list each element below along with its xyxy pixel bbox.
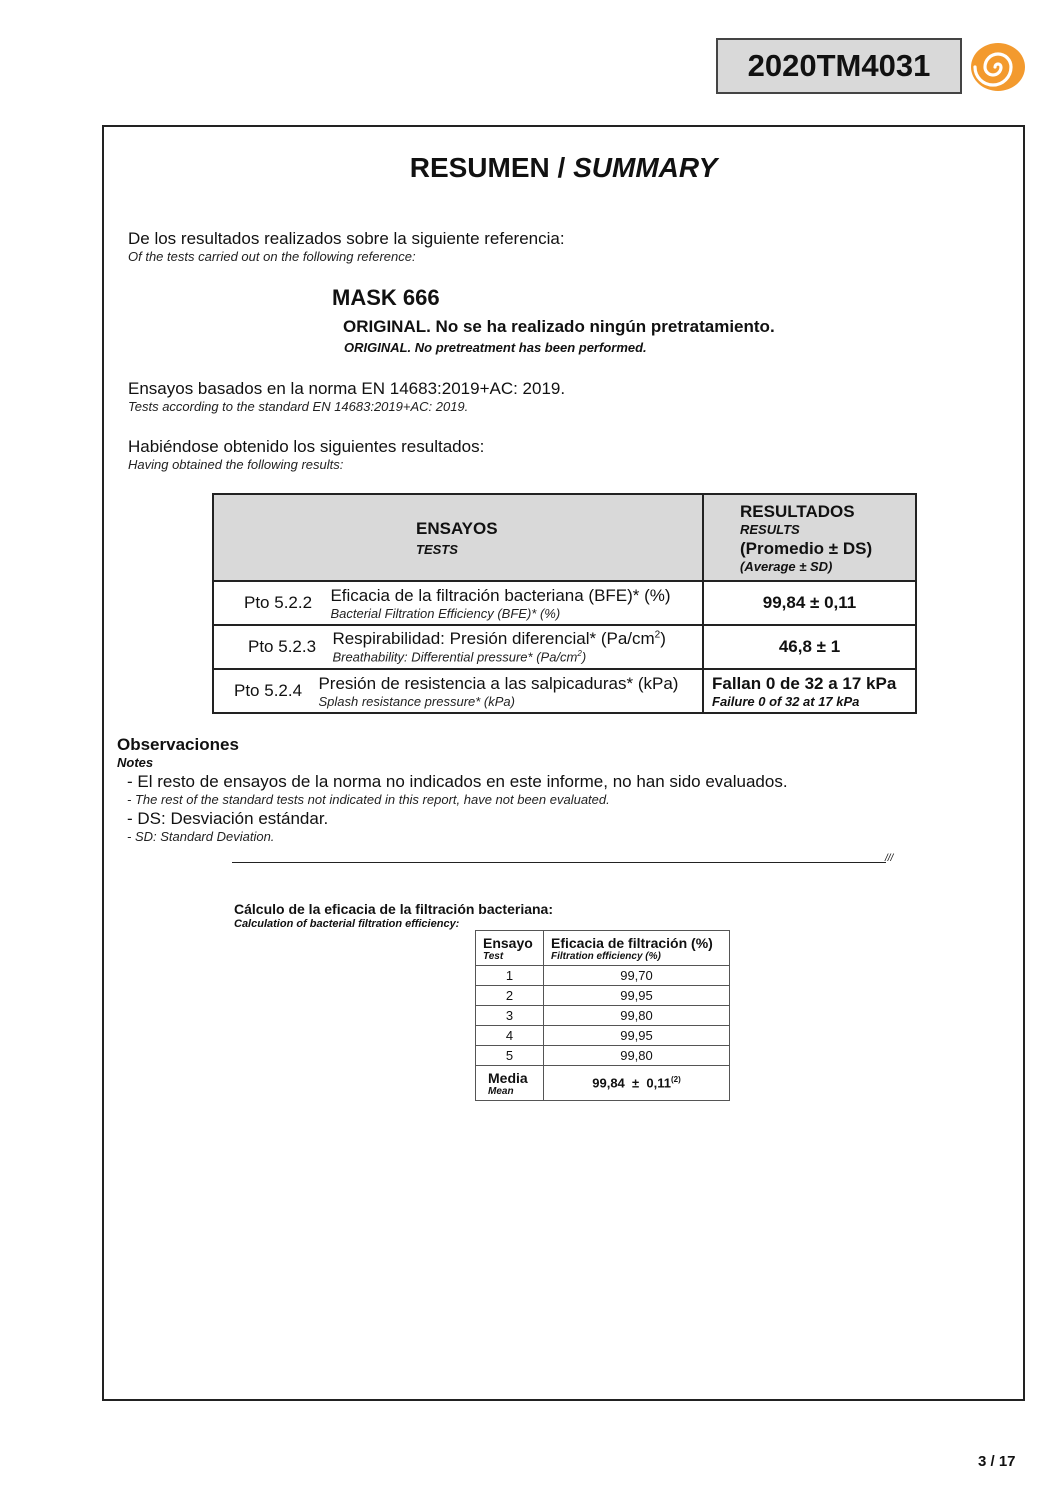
table-row: 5 99,80 <box>476 1046 730 1066</box>
reference-note-en: ORIGINAL. No pretreatment has been performed. <box>344 340 647 355</box>
note-item-es: - El resto de ensayos de la norma no indicados en este informe, no han sido evaluados. <box>127 772 788 791</box>
intro-en: Of the tests carried out on the following reference: <box>128 249 416 264</box>
tests-header-cell: ENSAYOS TESTS <box>213 494 703 581</box>
test-cell: Pto 5.2.4 Presión de resistencia a las salpicaduras* (kPa) Splash resistance pressure* (kPa) <box>213 669 703 713</box>
table-row: 2 99,95 <box>476 986 730 1006</box>
calc-mean-row: Media Mean 99,84 ± 0,11$^{(2)}$ <box>476 1066 730 1101</box>
page-number: 3 / 17 <box>978 1453 1016 1470</box>
table-row: 1 99,70 <box>476 966 730 986</box>
table-row: 4 99,95 <box>476 1026 730 1046</box>
standard-block <box>128 379 565 414</box>
calc-title-en: Calculation of bacterial filtration efficiency: <box>234 918 460 930</box>
notes-title-es: Observaciones <box>117 735 239 754</box>
note-item-en: - The rest of the standard tests not indicated in this report, have not been evaluated. <box>127 792 610 807</box>
test-cell: Pto 5.2.3 Respirabilidad: Presión diferencial* $(Pa/cm^2)$ Breathability: Differential pressure* $(Pa/cm^2)$ <box>213 625 703 669</box>
calc-col-test: Ensayo Test <box>476 931 544 966</box>
results-table <box>212 493 917 714</box>
result-cell: Fallan 0 de 32 a 17 kPa Failure 0 of 32 at 17 kPa <box>703 669 916 713</box>
intro-block <box>128 229 565 264</box>
reference-note-es: ORIGINAL. No se ha realizado ningún pretratamiento. <box>343 317 775 336</box>
divider-line <box>232 862 886 863</box>
calc-table-header <box>476 931 730 966</box>
calc-col-efficiency: Eficacia de filtración (%) Filtration efficiency (%) <box>544 931 730 966</box>
calc-title-es: Cálculo de la eficacia de la filtración bacteriana: <box>234 901 554 917</box>
report-id: 2020TM4031 <box>716 38 962 94</box>
spiral-logo-icon <box>969 41 1027 93</box>
standard-es: Ensayos basados en la norma EN 14683:2019+AC: 2019. <box>128 379 566 398</box>
calc-table <box>475 930 730 1101</box>
table-row <box>213 669 916 713</box>
notes-list <box>127 772 788 844</box>
results-intro-en: Having obtained the following results: <box>128 457 344 472</box>
page-title: RESUMEN / SUMMARY <box>409 152 718 183</box>
table-row <box>213 581 916 625</box>
intro-es: De los resultados realizados sobre la siguiente referencia: <box>128 229 565 248</box>
table-row: 3 99,80 <box>476 1006 730 1026</box>
note-item-en: - SD: Standard Deviation. <box>127 829 275 844</box>
result-cell: 99,84 ± 0,11 <box>703 581 916 625</box>
notes-title-en: Notes <box>117 755 154 770</box>
results-header-cell: RESULTADOS RESULTS (Promedio ± DS) (Average ± SD) <box>703 494 916 581</box>
end-mark: /// <box>885 853 894 864</box>
results-intro-es: Habiéndose obtenido los siguientes resultados: <box>128 437 485 456</box>
results-intro-block <box>128 437 484 472</box>
calc-mean-value: 99,84 ± 0,11$^{(2)}$ <box>544 1066 730 1101</box>
standard-en: Tests according to the standard EN 14683:2019+AC: 2019. <box>128 399 469 414</box>
result-cell: 46,8 ± 1 <box>703 625 916 669</box>
reference-name: MASK 666 <box>332 285 440 310</box>
test-cell: Pto 5.2.2 Eficacia de la filtración bacteriana (BFE)* (%) Bacterial Filtration Efficiency (BFE)* (%) <box>213 581 703 625</box>
note-item-es: - DS: Desviación estándar. <box>127 809 329 828</box>
results-table-header <box>213 494 916 581</box>
table-row <box>213 625 916 669</box>
